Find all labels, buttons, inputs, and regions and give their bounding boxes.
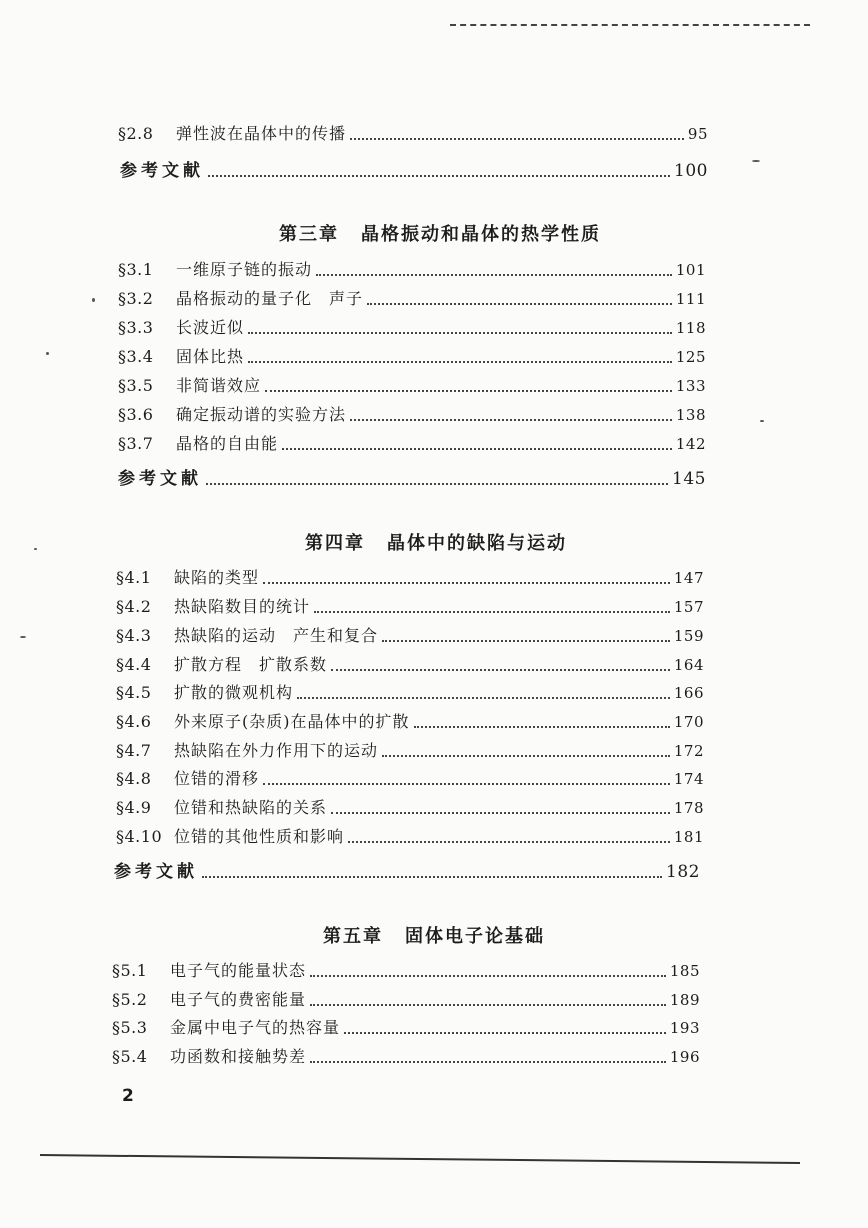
leader-dots	[310, 975, 666, 977]
toc-entry-5-4	[112, 1046, 700, 1068]
chapter-title: 晶格振动和晶体的热学性质	[361, 224, 601, 245]
section-number: §3.5	[118, 376, 154, 395]
section-title: 电子气的能量状态	[170, 961, 307, 980]
chapter-heading-3	[0, 220, 868, 246]
section-title: 非简谐效应	[176, 376, 262, 395]
chapter-number: 第五章	[323, 926, 383, 947]
section-title: 位错的滑移	[174, 769, 260, 788]
toc-entry-5-2	[112, 989, 700, 1011]
page-number: 142	[675, 435, 706, 453]
toc-entry-4-7	[116, 740, 704, 762]
leader-dots	[248, 361, 672, 363]
scan-speck	[34, 548, 37, 550]
section-title: 缺陷的类型	[174, 568, 260, 587]
leader-dots	[263, 783, 670, 785]
leader-dots	[208, 175, 670, 177]
leader-dots	[310, 1004, 666, 1006]
page-number: 138	[675, 406, 706, 424]
section-title: 晶格的自由能	[176, 434, 279, 453]
section-title: 晶格振动的量子化 声子	[176, 289, 364, 308]
leader-dots	[382, 755, 670, 757]
section-number: §5.3	[112, 1018, 148, 1037]
section-number: §4.3	[116, 626, 152, 645]
footer-page-number: 2	[122, 1086, 134, 1106]
section-title: 金属中电子气的热容量	[170, 1018, 341, 1037]
section-number: §3.1	[118, 260, 154, 279]
page-number: 95	[687, 125, 708, 143]
toc-references-ch3	[118, 468, 706, 490]
chapter-heading-5	[0, 922, 868, 948]
leader-dots	[350, 419, 672, 421]
section-number: §3.2	[118, 289, 154, 308]
page-number: 182	[666, 862, 700, 882]
chapter-title: 晶体中的缺陷与运动	[387, 533, 567, 554]
page-number: 174	[673, 770, 704, 788]
toc-entry-4-4	[116, 654, 704, 676]
section-number: §3.6	[118, 405, 154, 424]
toc-entry-4-2	[116, 596, 704, 618]
leader-dots	[206, 483, 668, 485]
section-number: §4.9	[116, 798, 152, 817]
section-title: 位错的其他性质和影响	[174, 827, 345, 846]
leader-dots	[310, 1061, 666, 1063]
references-label: 参考文献	[120, 161, 204, 181]
leader-dots	[348, 841, 670, 843]
chapter-number: 第三章	[279, 224, 339, 245]
leader-dots	[344, 1032, 666, 1034]
section-number: §3.3	[118, 318, 154, 337]
scan-speck	[92, 298, 95, 302]
toc-references-ch4	[114, 861, 700, 883]
page-number: 166	[673, 684, 704, 702]
section-title: 热缺陷在外力作用下的运动	[174, 741, 379, 760]
section-number: §4.8	[116, 769, 152, 788]
section-number: §5.1	[112, 961, 148, 980]
page-number: 170	[673, 713, 704, 731]
section-number: §2.8	[118, 124, 154, 143]
section-title: 长波近似	[176, 318, 245, 337]
section-title: 热缺陷的运动 产生和复合	[174, 626, 379, 645]
leader-dots	[263, 582, 670, 584]
toc-entry-5-3	[112, 1017, 700, 1039]
toc-entry-4-8	[116, 768, 704, 790]
section-number: §5.4	[112, 1047, 148, 1066]
toc-entry-3-5	[118, 375, 706, 397]
section-title: 扩散方程 扩散系数	[174, 655, 328, 674]
page-number: 193	[669, 1019, 700, 1037]
page-number: 157	[673, 598, 704, 616]
page-number: 125	[675, 348, 706, 366]
references-label: 参考文献	[118, 469, 202, 489]
leader-dots	[331, 812, 670, 814]
leader-dots	[382, 640, 670, 642]
bottom-edge-rule	[40, 1154, 800, 1164]
toc-entry-4-10	[116, 826, 704, 848]
toc-entry-3-4	[118, 346, 706, 368]
chapter-heading-4	[0, 529, 868, 555]
toc-entry-3-2	[118, 288, 706, 310]
page-number: 189	[669, 991, 700, 1009]
toc-entry-3-3	[118, 317, 706, 339]
section-number: §4.2	[116, 597, 152, 616]
section-title: 电子气的费密能量	[170, 990, 307, 1009]
leader-dots	[202, 876, 662, 878]
section-title: 一维原子链的振动	[176, 260, 313, 279]
toc-entry-3-7	[118, 433, 706, 455]
page-number: 101	[675, 261, 706, 279]
section-number: §4.6	[116, 712, 152, 731]
top-dashed-rule	[450, 24, 810, 26]
leader-dots	[265, 390, 672, 392]
toc-entry-4-9	[116, 797, 704, 819]
references-label: 参考文献	[114, 862, 198, 882]
page-number: 118	[675, 319, 706, 337]
page-number: 133	[675, 377, 706, 395]
leader-dots	[414, 726, 670, 728]
leader-dots	[350, 138, 684, 140]
leader-dots	[297, 697, 670, 699]
page-number: 178	[673, 799, 704, 817]
leader-dots	[316, 274, 672, 276]
chapter-number: 第四章	[305, 533, 365, 554]
page-number: 181	[673, 828, 704, 846]
page-number: 145	[672, 469, 706, 489]
page-number: 185	[669, 962, 700, 980]
toc-entry-3-1	[118, 259, 706, 281]
toc-entry-4-1	[116, 567, 704, 589]
page-number: 196	[669, 1048, 700, 1066]
leader-dots	[314, 611, 670, 613]
page-number: 172	[673, 742, 704, 760]
section-title: 弹性波在晶体中的传播	[176, 124, 347, 143]
leader-dots	[331, 669, 670, 671]
section-title: 扩散的微观机构	[174, 683, 294, 702]
section-number: §4.1	[116, 568, 152, 587]
toc-entry-4-6	[116, 711, 704, 733]
section-number: §3.4	[118, 347, 154, 366]
section-number: §4.7	[116, 741, 152, 760]
page-number: 147	[673, 569, 704, 587]
page-number: 111	[675, 290, 706, 308]
leader-dots	[367, 303, 672, 305]
page-number: 159	[673, 627, 704, 645]
toc-entry-4-5	[116, 682, 704, 704]
section-title: 位错和热缺陷的关系	[174, 798, 328, 817]
leader-dots	[248, 332, 672, 334]
scan-speck	[46, 352, 49, 355]
toc-entry-4-3	[116, 625, 704, 647]
section-number: §5.2	[112, 990, 148, 1009]
toc-references-ch2	[120, 160, 708, 182]
scan-speck	[752, 160, 760, 162]
section-title: 外来原子(杂质)在晶体中的扩散	[174, 712, 410, 731]
scan-speck	[20, 636, 26, 638]
scan-speck	[760, 420, 764, 422]
section-title: 确定振动谱的实验方法	[176, 405, 347, 424]
toc-entry-5-1	[112, 960, 700, 982]
section-title: 热缺陷数目的统计	[174, 597, 311, 616]
chapter-title: 固体电子论基础	[405, 926, 545, 947]
section-number: §4.5	[116, 683, 152, 702]
section-number: §4.4	[116, 655, 152, 674]
section-title: 固体比热	[176, 347, 245, 366]
toc-entry-2-8	[118, 123, 708, 145]
toc-entry-3-6	[118, 404, 706, 426]
section-number: §3.7	[118, 434, 154, 453]
leader-dots	[282, 448, 672, 450]
section-number: §4.10	[116, 827, 163, 846]
page-number: 164	[673, 656, 704, 674]
page-number: 100	[674, 161, 708, 181]
section-title: 功函数和接触势差	[170, 1047, 307, 1066]
